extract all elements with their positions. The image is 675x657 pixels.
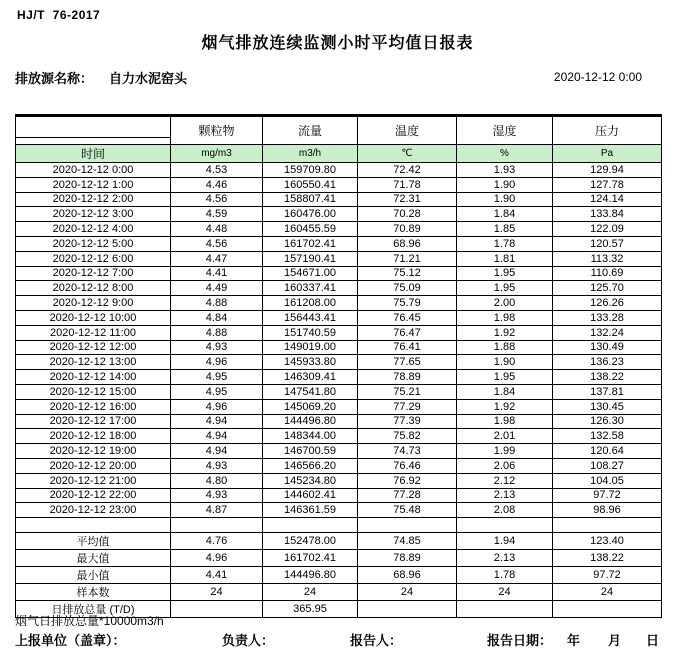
- row-value: 4.96: [171, 355, 263, 370]
- row-time: 2020-12-12 23:00: [16, 503, 171, 518]
- row-value: 130.45: [553, 399, 662, 414]
- summary-label: 最小值: [16, 566, 171, 583]
- day-label: 日: [646, 633, 660, 648]
- row-value: 144602.41: [263, 488, 358, 503]
- row-time: 2020-12-12 11:00: [16, 325, 171, 340]
- row-value: 2.01: [457, 429, 553, 444]
- spacer-cell: [263, 518, 358, 533]
- row-value: 127.78: [553, 177, 662, 192]
- summary-value: 74.85: [358, 532, 457, 549]
- row-time: 2020-12-12 10:00: [16, 310, 171, 325]
- row-value: 1.84: [457, 207, 553, 222]
- row-value: 76.41: [358, 340, 457, 355]
- row-value: 160550.41: [263, 177, 358, 192]
- row-value: 4.95: [171, 370, 263, 385]
- table-row: [16, 266, 662, 281]
- row-value: 1.98: [457, 414, 553, 429]
- row-value: 133.84: [553, 207, 662, 222]
- row-value: 98.96: [553, 503, 662, 518]
- header-split-divider: [16, 124, 170, 138]
- col-header-particulate: 颗粒物: [171, 116, 263, 145]
- row-time: 2020-12-12 12:00: [16, 340, 171, 355]
- table-row: [16, 236, 662, 251]
- summary-value: 1.94: [457, 532, 553, 549]
- row-value: 97.72: [553, 488, 662, 503]
- row-value: 157190.41: [263, 251, 358, 266]
- row-value: 130.49: [553, 340, 662, 355]
- table-row: [16, 370, 662, 385]
- row-value: 129.94: [553, 163, 662, 178]
- standard-code: HJ/T 76-2017: [17, 8, 101, 22]
- unit-pressure: Pa: [553, 145, 662, 163]
- summary-value: 152478.00: [263, 532, 358, 549]
- table-row: [16, 414, 662, 429]
- row-value: 2.08: [457, 503, 553, 518]
- row-value: 120.64: [553, 444, 662, 459]
- emission-total-note: 烟气日排放总量*10000m3/h: [15, 614, 164, 628]
- row-value: 4.47: [171, 251, 263, 266]
- reporter-label: 报告人：: [350, 633, 403, 648]
- row-value: 4.95: [171, 384, 263, 399]
- row-value: 4.84: [171, 310, 263, 325]
- row-time: 2020-12-12 22:00: [16, 488, 171, 503]
- row-value: 110.69: [553, 266, 662, 281]
- summary-value: 97.72: [553, 566, 662, 583]
- row-value: 2.13: [457, 488, 553, 503]
- row-value: 1.93: [457, 163, 553, 178]
- row-value: 1.90: [457, 192, 553, 207]
- row-value: 145234.80: [263, 473, 358, 488]
- summary-label: 最大值: [16, 549, 171, 566]
- row-value: 4.59: [171, 207, 263, 222]
- row-value: 2.06: [457, 458, 553, 473]
- table-row: [16, 399, 662, 414]
- row-value: 1.84: [457, 384, 553, 399]
- row-value: 148344.00: [263, 429, 358, 444]
- summary-value: 24: [457, 583, 553, 600]
- row-value: 1.92: [457, 325, 553, 340]
- row-value: 1.90: [457, 177, 553, 192]
- row-value: 4.88: [171, 296, 263, 311]
- row-time: 2020-12-12 13:00: [16, 355, 171, 370]
- row-time: 2020-12-12 4:00: [16, 222, 171, 237]
- spacer-cell: [358, 518, 457, 533]
- row-value: 4.94: [171, 429, 263, 444]
- table-row: [16, 325, 662, 340]
- row-time: 2020-12-12 6:00: [16, 251, 171, 266]
- row-value: 72.31: [358, 192, 457, 207]
- table-row: [16, 429, 662, 444]
- summary-value: 138.22: [553, 549, 662, 566]
- row-value: 77.39: [358, 414, 457, 429]
- table-row: [16, 281, 662, 296]
- unit-humidity: %: [457, 145, 553, 163]
- row-value: 76.45: [358, 310, 457, 325]
- row-value: 154671.00: [263, 266, 358, 281]
- table-row: [16, 340, 662, 355]
- row-value: 145933.80: [263, 355, 358, 370]
- table-row: [16, 207, 662, 222]
- row-value: 4.56: [171, 236, 263, 251]
- row-value: 132.58: [553, 429, 662, 444]
- row-value: 75.12: [358, 266, 457, 281]
- row-value: 4.93: [171, 458, 263, 473]
- row-value: 4.80: [171, 473, 263, 488]
- row-value: 4.46: [171, 177, 263, 192]
- monitoring-data-table: [15, 114, 662, 618]
- summary-value: 123.40: [553, 532, 662, 549]
- report-date-label: 报告日期：: [487, 633, 553, 648]
- summary-row: [16, 583, 662, 600]
- row-value: 70.89: [358, 222, 457, 237]
- row-value: 71.21: [358, 251, 457, 266]
- row-value: 1.85: [457, 222, 553, 237]
- table-row: [16, 458, 662, 473]
- row-value: 71.78: [358, 177, 457, 192]
- row-value: 1.92: [457, 399, 553, 414]
- row-value: 4.88: [171, 325, 263, 340]
- spacer-cell: [457, 518, 553, 533]
- row-value: 125.70: [553, 281, 662, 296]
- row-value: 75.79: [358, 296, 457, 311]
- summary-value: [171, 600, 263, 617]
- row-value: 132.24: [553, 325, 662, 340]
- row-value: 78.89: [358, 370, 457, 385]
- summary-value: 4.96: [171, 549, 263, 566]
- row-value: 76.47: [358, 325, 457, 340]
- summary-row: [16, 532, 662, 549]
- row-time: 2020-12-12 18:00: [16, 429, 171, 444]
- row-value: 1.88: [457, 340, 553, 355]
- row-value: 136.23: [553, 355, 662, 370]
- time-header: 时间: [16, 145, 171, 163]
- summary-value: 4.41: [171, 566, 263, 583]
- summary-value: 161702.41: [263, 549, 358, 566]
- table-row: [16, 163, 662, 178]
- row-value: 1.95: [457, 370, 553, 385]
- source-row: [15, 68, 187, 87]
- summary-value: 365.95: [263, 600, 358, 617]
- row-value: 146309.41: [263, 370, 358, 385]
- summary-row: [16, 566, 662, 583]
- row-value: 108.27: [553, 458, 662, 473]
- table-row: [16, 473, 662, 488]
- row-time: 2020-12-12 5:00: [16, 236, 171, 251]
- row-value: 76.92: [358, 473, 457, 488]
- row-value: 160455.59: [263, 222, 358, 237]
- row-value: 75.82: [358, 429, 457, 444]
- row-value: 75.48: [358, 503, 457, 518]
- row-value: 120.57: [553, 236, 662, 251]
- row-value: 68.96: [358, 236, 457, 251]
- row-value: 75.09: [358, 281, 457, 296]
- source-name: 自力水泥窑头: [109, 71, 188, 86]
- row-time: 2020-12-12 17:00: [16, 414, 171, 429]
- row-value: 74.73: [358, 444, 457, 459]
- row-value: 77.65: [358, 355, 457, 370]
- row-value: 76.46: [358, 458, 457, 473]
- summary-row: [16, 549, 662, 566]
- table-row: [16, 251, 662, 266]
- row-value: 151740.59: [263, 325, 358, 340]
- col-header-humidity: 湿度: [457, 116, 553, 145]
- row-value: 160337.41: [263, 281, 358, 296]
- row-value: 158807.41: [263, 192, 358, 207]
- row-value: 1.90: [457, 355, 553, 370]
- row-value: 144496.80: [263, 414, 358, 429]
- row-value: 104.05: [553, 473, 662, 488]
- row-value: 124.14: [553, 192, 662, 207]
- row-value: 138.22: [553, 370, 662, 385]
- month-label: 月: [608, 633, 622, 648]
- report-unit-label: 上报单位（盖章）：: [15, 633, 126, 648]
- row-time: 2020-12-12 19:00: [16, 444, 171, 459]
- row-time: 2020-12-12 3:00: [16, 207, 171, 222]
- row-value: 77.29: [358, 399, 457, 414]
- table-row: [16, 296, 662, 311]
- row-value: 4.41: [171, 266, 263, 281]
- year-label: 年: [567, 633, 581, 648]
- spacer-row: [16, 518, 662, 533]
- col-header-temperature: 温度: [358, 116, 457, 145]
- table-row: [16, 192, 662, 207]
- row-value: 4.93: [171, 488, 263, 503]
- column-name-row: [16, 116, 662, 145]
- row-time: 2020-12-12 21:00: [16, 473, 171, 488]
- table-row: [16, 503, 662, 518]
- row-value: 159709.80: [263, 163, 358, 178]
- row-value: 1.98: [457, 310, 553, 325]
- row-value: 4.94: [171, 414, 263, 429]
- row-time: 2020-12-12 9:00: [16, 296, 171, 311]
- page-title: 烟气排放连续监测小时平均值日报表: [201, 35, 474, 52]
- table-row: [16, 310, 662, 325]
- summary-value: 78.89: [358, 549, 457, 566]
- row-value: 1.95: [457, 281, 553, 296]
- unit-flow: m3/h: [263, 145, 358, 163]
- time-header-blank-cell: [16, 116, 171, 145]
- table-row: [16, 384, 662, 399]
- summary-value: 24: [171, 583, 263, 600]
- row-value: 145069.20: [263, 399, 358, 414]
- row-value: 4.56: [171, 192, 263, 207]
- row-time: 2020-12-12 7:00: [16, 266, 171, 281]
- row-value: 4.49: [171, 281, 263, 296]
- table-row: [16, 488, 662, 503]
- row-value: 113.32: [553, 251, 662, 266]
- summary-label: 平均值: [16, 532, 171, 549]
- row-time: 2020-12-12 0:00: [16, 163, 171, 178]
- summary-value: 24: [553, 583, 662, 600]
- row-value: 4.93: [171, 340, 263, 355]
- row-value: 146566.20: [263, 458, 358, 473]
- responsible-label: 负责人：: [222, 633, 275, 648]
- unit-row: [16, 145, 662, 163]
- row-value: 4.94: [171, 444, 263, 459]
- row-value: 147541.80: [263, 384, 358, 399]
- row-value: 126.30: [553, 414, 662, 429]
- row-time: 2020-12-12 15:00: [16, 384, 171, 399]
- summary-value: [358, 600, 457, 617]
- row-value: 122.09: [553, 222, 662, 237]
- row-value: 146361.59: [263, 503, 358, 518]
- summary-value: 1.78: [457, 566, 553, 583]
- row-time: 2020-12-12 14:00: [16, 370, 171, 385]
- row-value: 146700.59: [263, 444, 358, 459]
- row-value: 2.12: [457, 473, 553, 488]
- row-time: 2020-12-12 8:00: [16, 281, 171, 296]
- row-value: 4.53: [171, 163, 263, 178]
- col-header-pressure: 压力: [553, 116, 662, 145]
- row-value: 72.42: [358, 163, 457, 178]
- row-value: 1.81: [457, 251, 553, 266]
- row-time: 2020-12-12 2:00: [16, 192, 171, 207]
- row-value: 4.87: [171, 503, 263, 518]
- row-value: 133.28: [553, 310, 662, 325]
- row-value: 1.95: [457, 266, 553, 281]
- row-value: 161208.00: [263, 296, 358, 311]
- row-value: 126.26: [553, 296, 662, 311]
- row-value: 4.96: [171, 399, 263, 414]
- row-value: 2.00: [457, 296, 553, 311]
- source-label: 排放源名称：: [15, 71, 94, 86]
- row-value: 161702.41: [263, 236, 358, 251]
- row-value: 160476.00: [263, 207, 358, 222]
- summary-value: 24: [358, 583, 457, 600]
- summary-label: 样本数: [16, 583, 171, 600]
- row-value: 1.99: [457, 444, 553, 459]
- row-value: 77.28: [358, 488, 457, 503]
- summary-value: 144496.80: [263, 566, 358, 583]
- summary-value: [553, 600, 662, 617]
- spacer-cell: [171, 518, 263, 533]
- spacer-cell: [553, 518, 662, 533]
- summary-value: 24: [263, 583, 358, 600]
- row-value: 156443.41: [263, 310, 358, 325]
- spacer-cell: [16, 518, 171, 533]
- row-value: 70.28: [358, 207, 457, 222]
- col-header-flow: 流量: [263, 116, 358, 145]
- row-time: 2020-12-12 16:00: [16, 399, 171, 414]
- table-row: [16, 355, 662, 370]
- summary-value: 4.76: [171, 532, 263, 549]
- table-row: [16, 222, 662, 237]
- table-row: [16, 177, 662, 192]
- row-value: 149019.00: [263, 340, 358, 355]
- unit-temperature: ℃: [358, 145, 457, 163]
- summary-value: [457, 600, 553, 617]
- report-datetime: 2020-12-12 0:00: [553, 70, 642, 84]
- row-time: 2020-12-12 1:00: [16, 177, 171, 192]
- row-value: 1.78: [457, 236, 553, 251]
- row-value: 4.48: [171, 222, 263, 237]
- summary-label: 日排放总量 (T/D): [16, 600, 171, 617]
- unit-particulate: mg/m3: [171, 145, 263, 163]
- summary-value: 68.96: [358, 566, 457, 583]
- row-time: 2020-12-12 20:00: [16, 458, 171, 473]
- row-value: 137.81: [553, 384, 662, 399]
- summary-value: 2.13: [457, 549, 553, 566]
- table-row: [16, 444, 662, 459]
- row-value: 75.21: [358, 384, 457, 399]
